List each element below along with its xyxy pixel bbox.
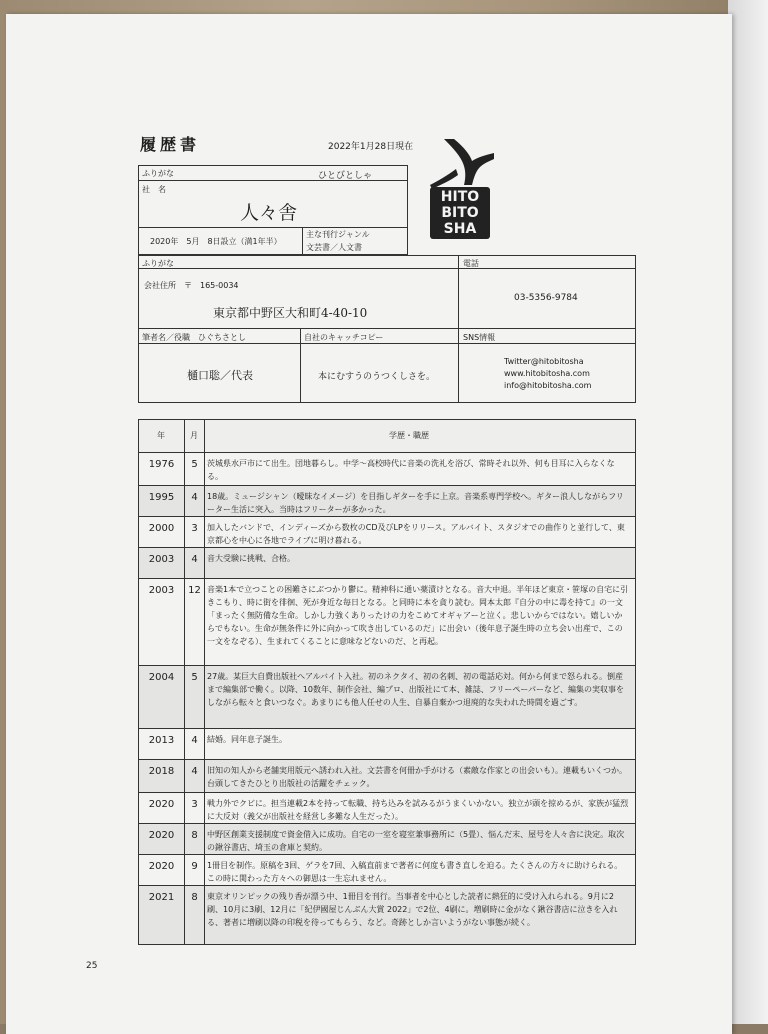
divider (458, 255, 459, 403)
phone-value: 03-5356-9784 (514, 293, 578, 303)
document-title: 履歴書 (140, 135, 201, 154)
divider (138, 343, 636, 344)
history-row (139, 760, 635, 793)
year-column-header: 年 (157, 431, 165, 440)
divider (138, 268, 636, 269)
row-year: 1976 (139, 453, 185, 485)
row-month: 9 (185, 855, 205, 885)
history-table (138, 419, 636, 945)
row-month: 8 (185, 824, 205, 854)
company-name-label: 社 名 (142, 185, 166, 194)
row-year: 2018 (139, 760, 185, 792)
history-row (139, 579, 635, 666)
row-month: 3 (185, 517, 205, 547)
header-month-cell (185, 420, 205, 452)
address-value: 東京都中野区大和町4-40-10 (213, 306, 368, 320)
row-month: 5 (185, 666, 205, 728)
header-year-cell (139, 420, 185, 452)
row-month: 4 (185, 548, 205, 578)
genre-value: 文芸書／人文書 (306, 243, 362, 252)
history-row (139, 666, 635, 729)
logo-wordmark (430, 187, 490, 239)
row-year: 2013 (139, 729, 185, 759)
row-text: 旧知の知人から老舗実用版元へ誘われ入社。文芸書を何冊か手がける（素敵な作家との出会いも）。連載もいくつか。台頭してきたひとり出版社の活躍をチェック。 (207, 766, 627, 788)
row-text: 茨城県水戸市にて出生。団地暮らし。中学～高校時代に音楽の洗礼を浴び、常時それ以外、何も目耳に入らなくなる。 (207, 459, 615, 481)
row-year: 2020 (139, 855, 185, 885)
row-year: 2000 (139, 517, 185, 547)
row-text: 音大受験に挑戦、合格。 (207, 554, 295, 563)
history-row (139, 886, 635, 944)
row-year: 2020 (139, 824, 185, 854)
company-logo (424, 135, 496, 243)
genre-label: 主な刊行ジャンル (306, 230, 370, 239)
row-month: 4 (185, 729, 205, 759)
row-month: 8 (185, 886, 205, 944)
row-month: 4 (185, 486, 205, 516)
row-text: 27歳。某巨大自費出版社へアルバイト入社。初のネクタイ、初の名刺、初の電話応対。何から何まで怒られる。倒産まで編集部で働く。以降、10数年、制作会社、編プロ、出版社にて本、雑誌、フリーペーパーなど、編集の実収事をしながら転々と食いつなぐ。あまりにも他人任せの人生、自暴自棄かつ退廃的な失われた時間を過ごす。 (207, 672, 624, 707)
row-year: 2021 (139, 886, 185, 944)
logo-line: BITO (441, 205, 479, 221)
row-text: 18歳。ミュージシャン（曖昧なイメージ）を目指しギターを手に上京。音楽系専門学校へ。ギター浪人しながらフリーター生活に突入。当時はフリーターが多かった。 (207, 492, 624, 514)
phone-label: 電話 (463, 259, 479, 268)
row-month: 3 (185, 793, 205, 823)
founded-date: 2020年 5月 8日設立（満1年半） (150, 237, 282, 246)
row-month: 4 (185, 760, 205, 792)
sns-website: www.hitobitosha.com (504, 369, 590, 378)
month-column-header: 月 (190, 431, 198, 440)
row-text: 東京オリンピックの残り香が漂う中、1冊目を刊行。当事者を中心とした読者に熱狂的に受け入れられる。9月に2刷、10月に3刷、12月に「紀伊國屋じんぶん大賞 2022」で2位、4刷に。増刷時に金がなく鍬谷書店に泣きを入れる、著者に増刷以降の印税を待ってもらう、など。奇跡としか言いようがない事態が続く。 (207, 892, 618, 927)
sns-email: info@hitobitosha.com (504, 381, 592, 390)
row-year: 2004 (139, 666, 185, 728)
furigana-label: ふりがな (142, 169, 174, 178)
row-text: 1冊目を制作。原稿を3回、ゲラを7回、入稿直前まで著者に何度も書き直しを迫る。たくさんの方々に助けられる。この時に関わった方々への御恩は一生忘れません。 (207, 861, 623, 883)
row-month: 12 (185, 579, 205, 665)
catchcopy-value: 本にむすうのうつくしさを。 (318, 372, 436, 382)
row-month: 5 (185, 453, 205, 485)
company-furigana: ひとびとしゃ (318, 171, 373, 181)
description-column-header: 学歴・職歴 (389, 431, 429, 440)
sns-label: SNS情報 (463, 333, 496, 342)
document-date: 2022年1月28日現在 (328, 142, 414, 152)
page-number: 25 (86, 961, 98, 971)
history-row (139, 855, 635, 886)
row-text: 音楽1本で立つことの困難さにぶつかり鬱に。精神科に通い薬漬けとなる。音大中退。半年ほど東京・笹塚の自宅に引きこもり、時に街を徘徊、死が身近な毎日となる。と同時に本を貪り読む。岡本太郎『自分の中に毒を持て』の一文「まったく無防備な生命。しかし力強くありったけの力をこめてオギャアーと泣く。悲しいからではない。嬉しいからでもない。生命が無条件に外に向かって吹き出しているのだ」に出会い（後年息子誕生時の立ち会い出産で、この一文をなぞる）、生まれてくることに意味などないのだ、と再起。 (207, 585, 629, 646)
logo-line: SHA (443, 221, 477, 237)
row-text: 結婚。同年息子誕生。 (207, 735, 287, 744)
row-year: 2003 (139, 579, 185, 665)
history-row (139, 486, 635, 517)
sns-twitter: Twitter@hitobitosha (504, 357, 584, 366)
address-label: 会社住所 〒 165-0034 (144, 281, 239, 290)
address-furigana-label: ふりがな (142, 259, 174, 268)
catchcopy-label: 自社のキャッチコピー (304, 333, 384, 342)
company-name: 人々舎 (240, 202, 298, 224)
row-text: 戦力外でクビに。担当連載2本を持って転職、持ち込みを試みるがうまくいかない。独立が頭を掠めるが、家族が猛烈に大反対（義父が出版社を経営し多難な人生だった）。 (207, 799, 629, 821)
row-year: 1995 (139, 486, 185, 516)
history-row (139, 793, 635, 824)
history-row (139, 517, 635, 548)
history-row (139, 729, 635, 760)
history-header (139, 420, 635, 453)
row-year: 2003 (139, 548, 185, 578)
person-mark-icon (424, 135, 496, 191)
history-row (139, 453, 635, 486)
row-text: 中野区創業支援制度で資金借入に成功。自宅の一室を寝室兼事務所に（5畳）、悩んだ末、屋号を人々舎に決定。取次の鍬谷書店、埼玉の倉庫と契約。 (207, 830, 625, 852)
row-text: 加入したバンドで、インディーズから数枚のCD及びLPをリリース。アルバイト、スタジオでの曲作りと並行して、東京都心を中心に各地でライブに明け暮れる。 (207, 523, 625, 545)
divider (300, 328, 301, 403)
history-row (139, 548, 635, 579)
author-label: 筆者名／役職 ひぐちさとし (142, 333, 246, 342)
next-page-edge (728, 0, 768, 1024)
history-row (139, 824, 635, 855)
divider (138, 328, 636, 329)
row-year: 2020 (139, 793, 185, 823)
logo-line: HITO (440, 189, 480, 205)
author-name: 樋口聡／代表 (187, 369, 253, 382)
